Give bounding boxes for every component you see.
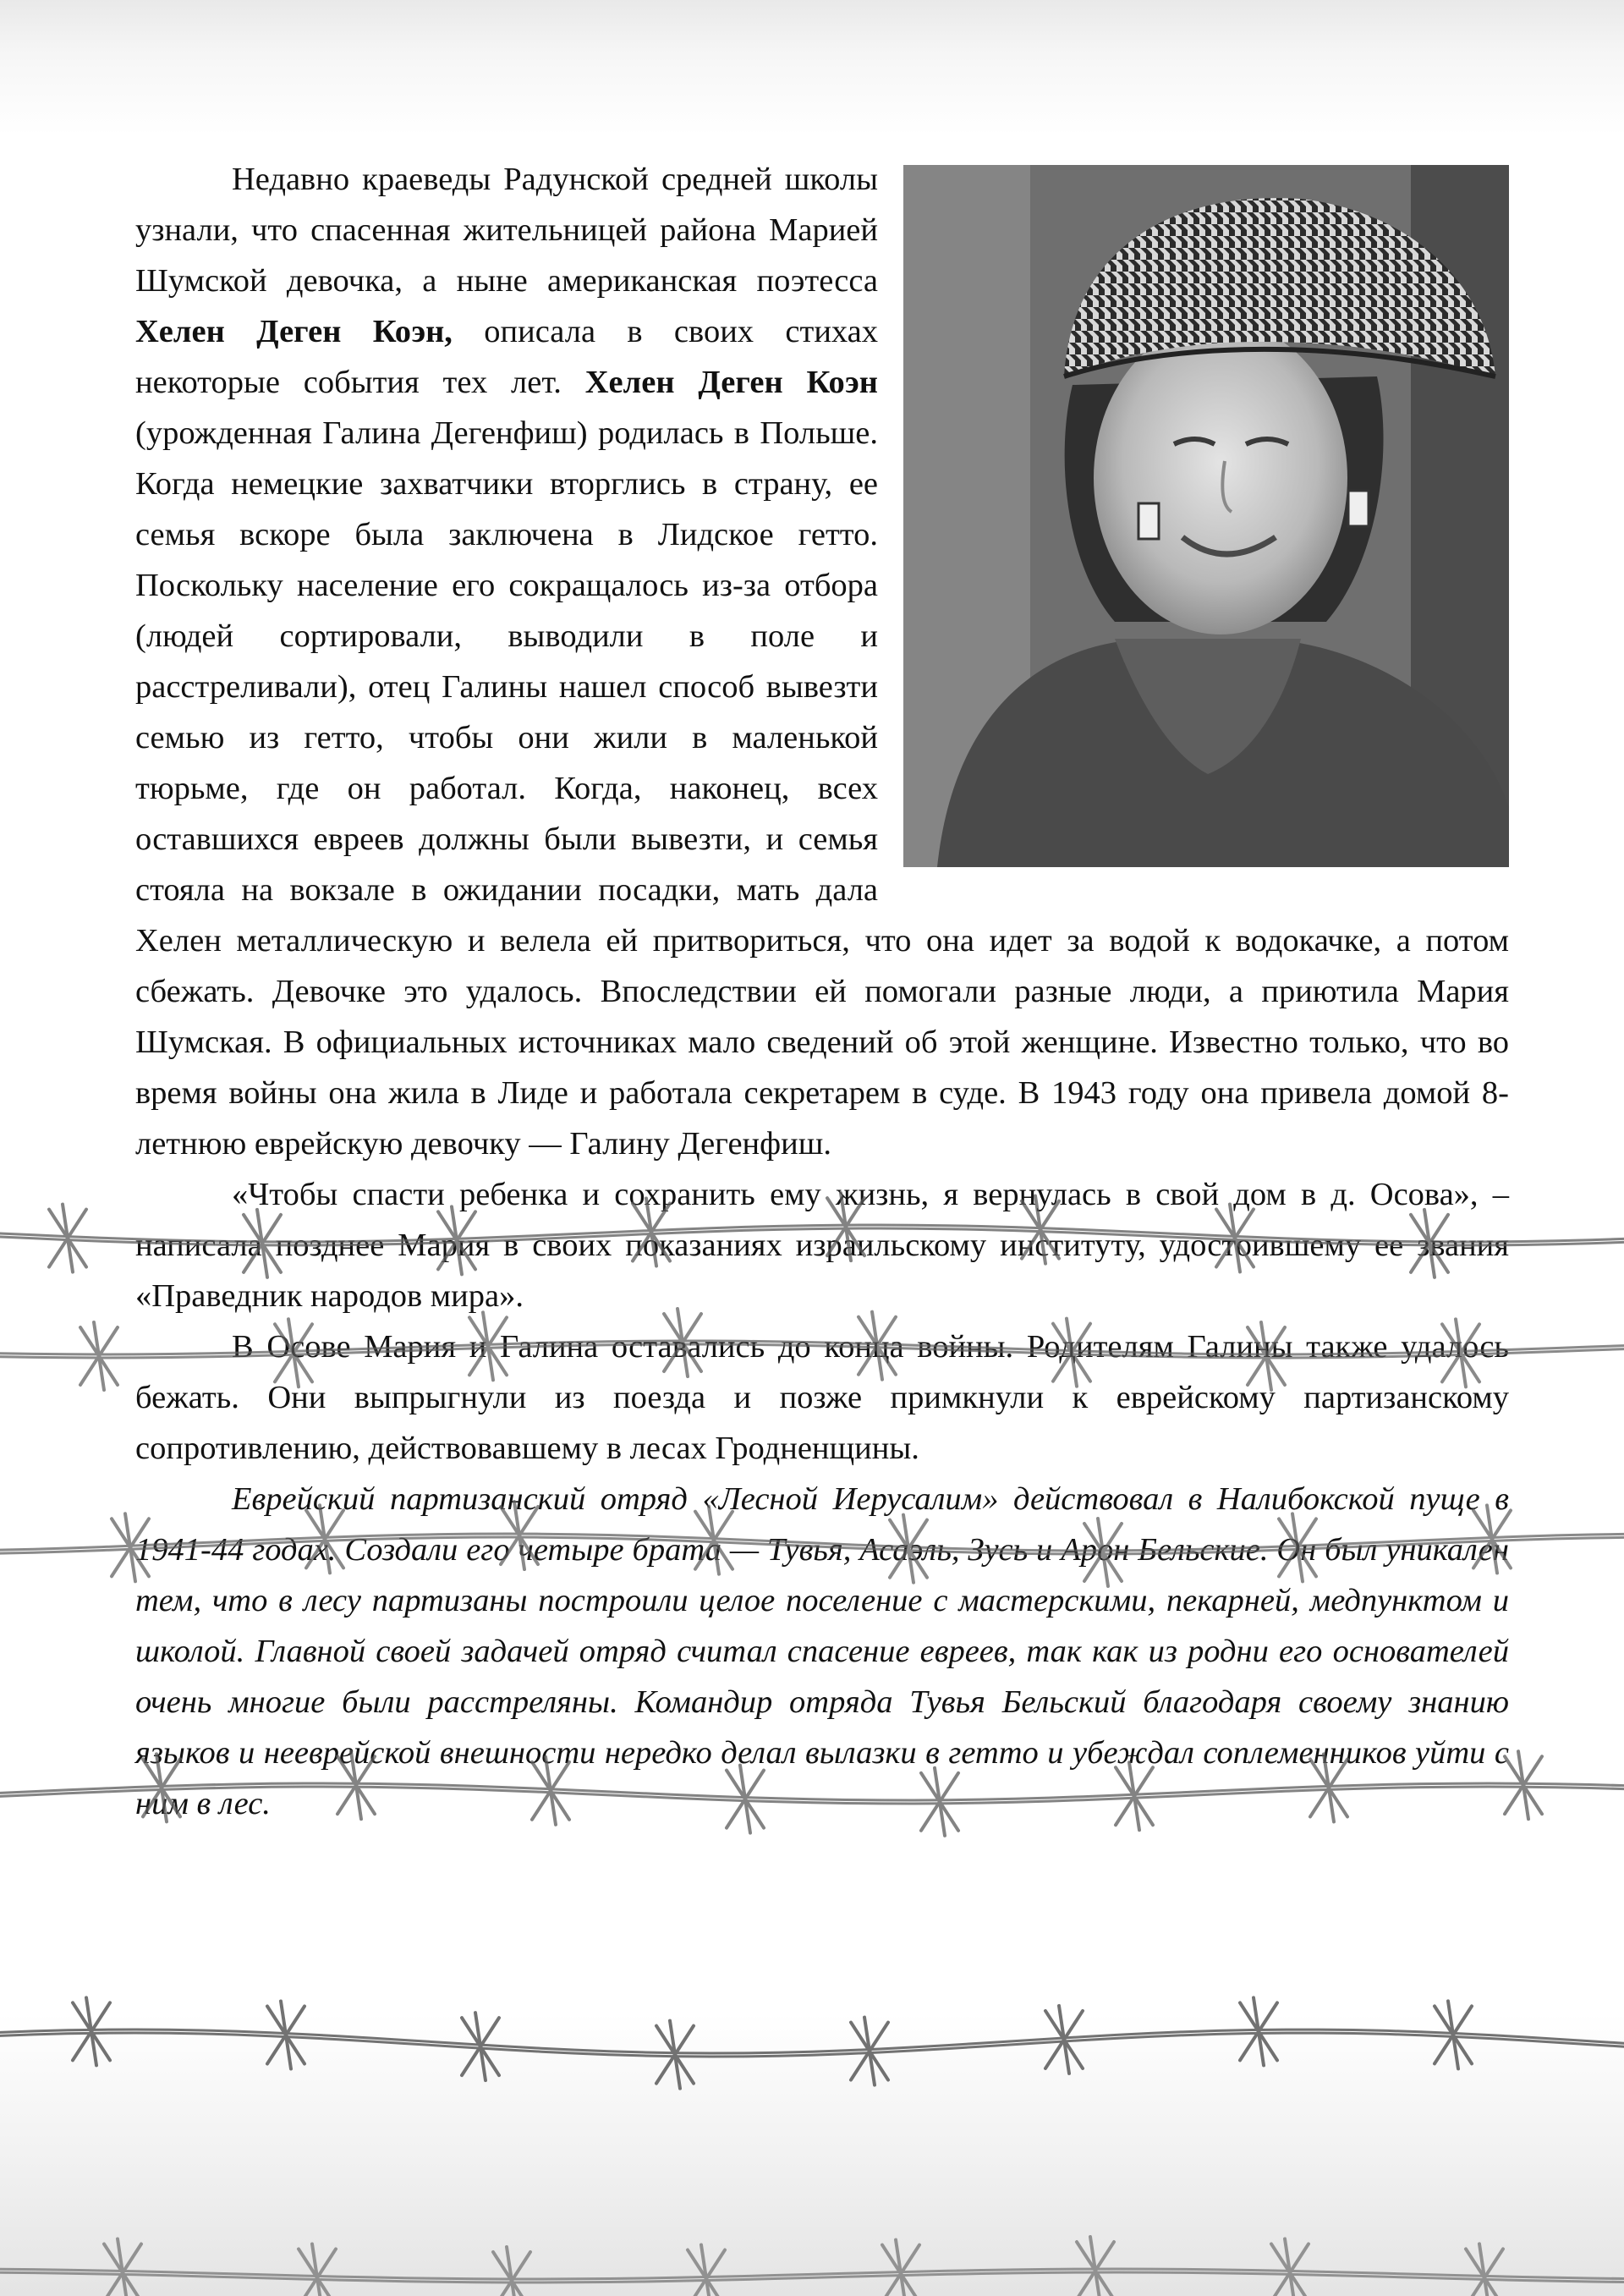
portrait-photo <box>903 165 1509 867</box>
portrait-illustration <box>903 165 1509 867</box>
paragraph-quote: «Чтобы спасти ребенка и сохранить ему жизнь, я вернулась в свой дом в д. Осова», – написала позднее Мария в своих показаниях израильскому институту, удостоившему ее звания «Праведник народов мира». <box>135 1177 1509 1314</box>
poet-name-bold-2: Хелен Деген Коэн <box>584 365 878 400</box>
intro-text-c: (урожденная Галина Дегенфиш) родилась в Польше. Когда немецкие захватчики вторглись в страну, ее семья вскоре была заключена в Лидское гетто. Поскольку население его сокращалось из-за отбора (людей сортировали, выводили в поле и расстреливали), отец Галины нашел способ вывезти семью из гетто, чтобы они жили в маленькой тюрьме, где он работал. Когда, наконец, всех оставшихся евреев должны были вывезти, и семья стояла на вокзале в ожидании посадки, мать дала Хелен металлическую и велела ей притвориться, что она идет за водой к водокачке, а потом сбежать. Девочке это удалось. Впоследствии ей помогали разные люди, а приютила Мария Шумская. В официальных источниках мало сведений об этой женщине. Известно только, что во время войны она жила в Лиде и работала секретарем в суде. В 1943 году она привела домой 8-летнюю еврейскую девочку — Галину Дегенфиш. <box>135 415 1509 1162</box>
background-bottom-gradient <box>0 2013 1624 2296</box>
intro-text-a: Недавно краеведы Радунской средней школы узнали, что спасенная жительницей района Марией Шумской девочка, а ныне американская поэтесса <box>135 162 878 299</box>
paragraph-escape: В Осове Мария и Галина оставались до конца войны. Родителям Галины также удалось бежать. Они выпрыгнули из поезда и позже примкнули к еврейскому партизанскому сопротивлению, действовавшему в лесах Гродненщины. <box>135 1329 1509 1466</box>
paragraph-partisans: Еврейский партизанский отряд «Лесной Иерусалим» действовал в Налибокской пуще в 1941-44 годах. Создали его четыре брата — Тувья, Асаэль, Зусь и Арон Бельские. Он был уникален тем, что в лесу партизаны построили целое поселение с мастерскими, пекарней, медпунктом и школой. Главной своей задачей отряд считал спасение евреев, так как из родни его основателей очень многие были расстреляны. Командир отряда Тувья Бельский благодаря своему знанию языков и нееврейской внешности нередко делал вылазки в гетто и убеждал соплеменников уйти с ним в лес. <box>135 1481 1509 1821</box>
poet-name-bold-1: Хелен Деген Коэн, <box>135 314 453 349</box>
background-top-gradient <box>0 0 1624 135</box>
intro-text-b: описала в своих стихах некоторые события тех лет. <box>135 314 878 400</box>
article-body <box>135 154 1509 1829</box>
